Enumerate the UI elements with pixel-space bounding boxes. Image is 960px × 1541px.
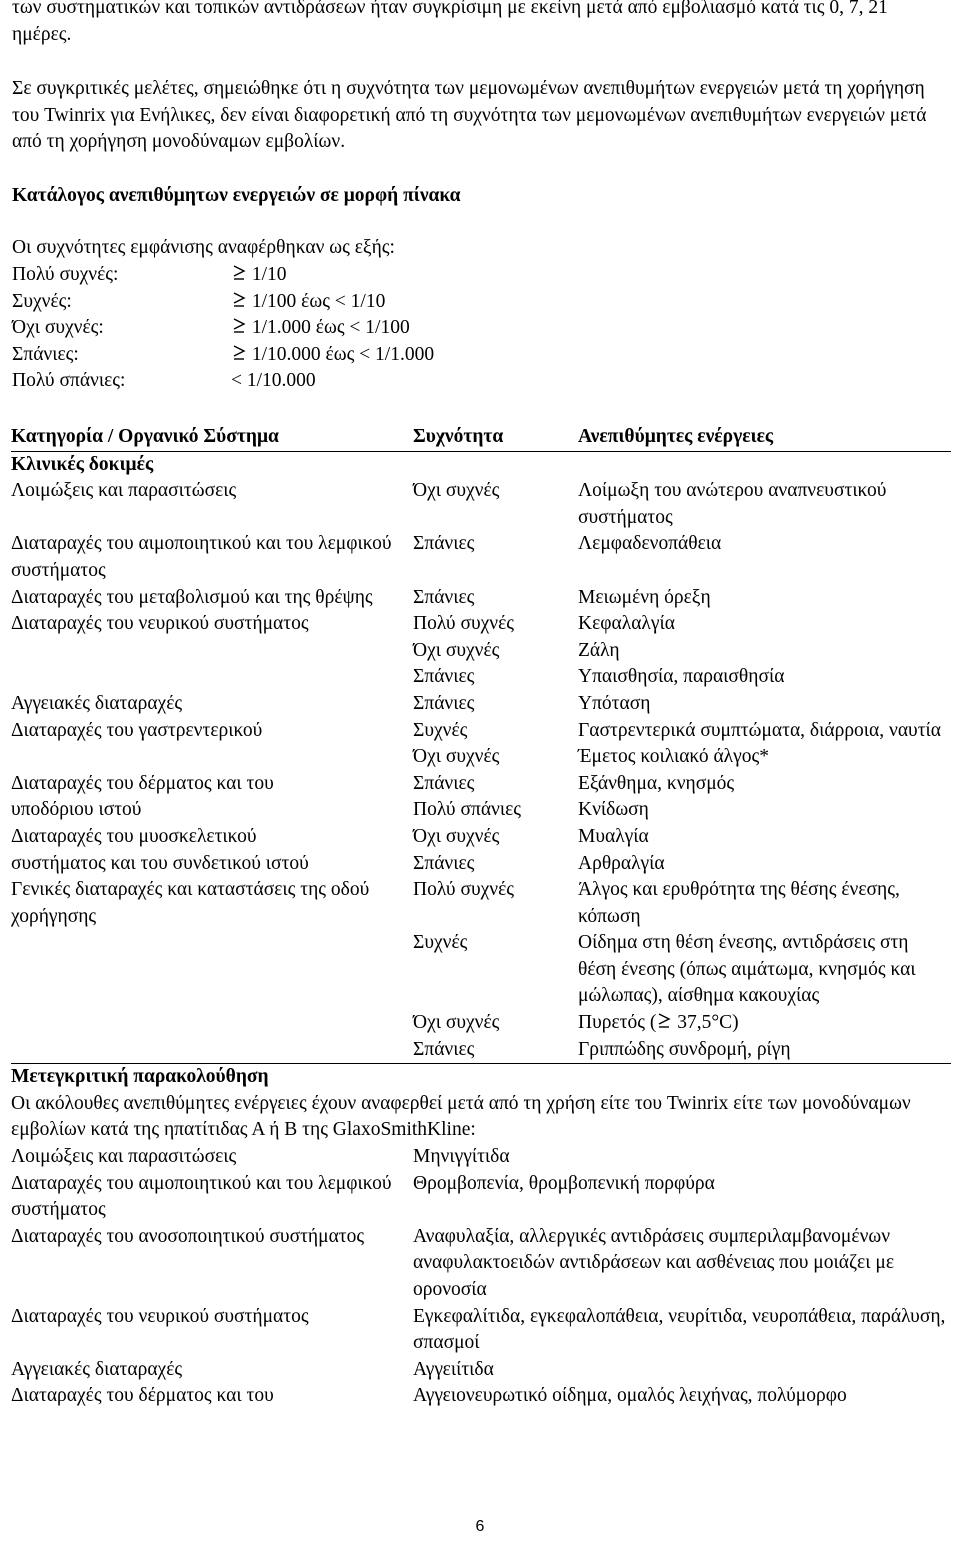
- frequency-item: [12, 289, 712, 316]
- frequency-value: 1/10.000 έως < 1/1.000: [251, 343, 435, 365]
- cell-adverse-effect: Αγγειίτιδα: [413, 1358, 494, 1380]
- cell-category: Διαταραχές του αιμοποιητικού και του λεμφικού συστήματος: [11, 533, 392, 581]
- table-row: [11, 585, 951, 612]
- adverse-reactions-table: [11, 424, 951, 1410]
- clinical-trials-heading: Κλινικές δοκιμές: [11, 453, 154, 475]
- cell-frequency: Σπάνιες: [413, 1038, 475, 1060]
- fever-text: Πυρετός (: [578, 1012, 657, 1034]
- cell-adverse-effect: Γαστρεντερικά συμπτώματα, διάρροια, ναυτία: [578, 719, 941, 741]
- cell-category: Λοιμώξεις και παρασιτώσεις: [11, 1146, 237, 1168]
- cell-frequency: Πολύ σπάνιες: [413, 799, 522, 821]
- cell-frequency: Σπάνιες: [413, 666, 475, 688]
- cell-category: Διαταραχές του μεταβολισμού και της θρέψης: [11, 586, 373, 608]
- cell-adverse-effect: Ζάλη: [578, 639, 620, 661]
- cell-category: Αγγειακές διαταραχές: [11, 1358, 183, 1380]
- table-row: [11, 1037, 951, 1064]
- postmarketing-intro: Οι ακόλουθες ανεπιθύμητες ενέργειες έχουν αναφερθεί μετά από τη χρήση είτε του Twinrix είτε των μονοδύναμων εμβολίων κατά της ηπατίτιδας Α ή Β της GlaxoSmithKline:: [11, 1092, 911, 1141]
- comparative-paragraph: Σε συγκριτικές μελέτες, σημειώθηκε ότι η συχνότητα των μεμονωμένων ανεπιθυμήτων ενεργειών μετά τη χορήγηση του Twinrix για Ενήλικες, δεν είναι διαφορετική από τη συχνότητα των μεμονωμένων ανεπιθυμήτων ενεργειών μετά από τη χορήγηση μονοδύναμων εμβολίων.: [12, 78, 927, 153]
- cell-frequency: Σπάνιες: [413, 692, 475, 714]
- cell-adverse-effect: Μειωμένη όρεξη: [578, 586, 711, 608]
- cell-adverse-effect: Κνίδωση: [578, 799, 649, 821]
- frequency-range: [231, 342, 434, 369]
- cell-category: υποδόριου ιστού: [11, 799, 142, 821]
- cell-adverse-effect: Υπόταση: [578, 692, 651, 714]
- postmarketing-row: [11, 1171, 951, 1224]
- cell-adverse-effect: Άλγος και ερυθρότητα της θέσης ένεσης, κόπωση: [578, 879, 900, 927]
- table-row: [11, 531, 951, 584]
- cell-category: Διαταραχές του δέρματος και του: [11, 772, 274, 794]
- table-row: [11, 638, 951, 665]
- intro-paragraph: των συστηματικών και τοπικών αντιδράσεων ήταν συγκρίσιμη με εκείνη μετά από εμβολιασμό κατά τις 0, 7, 21 ημέρες.: [12, 0, 888, 45]
- frequency-value: 1/100 έως < 1/10: [251, 290, 386, 312]
- cell-frequency: Σπάνιες: [413, 772, 475, 794]
- cell-frequency: Όχι συχνές: [413, 639, 500, 661]
- header-adverse-effects: Ανεπιθύμητες ενέργειες: [578, 424, 951, 451]
- cell-category: Διαταραχές του αιμοποιητικού και του λεμφικού συστήματος: [11, 1172, 392, 1221]
- cell-frequency: Πολύ συχνές: [413, 879, 515, 901]
- frequency-range: [231, 262, 287, 289]
- fever-threshold: 37,5°C): [672, 1012, 739, 1034]
- section-heading: Κατάλογος ανεπιθύμητων ενεργειών σε μορφή πίνακα: [12, 185, 461, 206]
- cell-category: [11, 744, 413, 771]
- table-row: [11, 611, 951, 638]
- table-row: [11, 930, 951, 1010]
- cell-category: Διαταραχές του δέρματος και του: [11, 1385, 274, 1407]
- cell-adverse-effect: Υπαισθησία, παραισθησία: [578, 666, 785, 688]
- frequency-label: Όχι συχνές:: [12, 317, 104, 339]
- cell-category: [11, 1010, 413, 1037]
- frequency-value: 1/10: [251, 264, 287, 285]
- frequency-range: [231, 315, 410, 342]
- cell-frequency: Όχι συχνές: [413, 825, 500, 847]
- cell-adverse-effect: Θρομβοπενία, θρομβοπενική πορφύρα: [413, 1172, 715, 1194]
- frequency-label: Πολύ σπάνιες:: [12, 370, 126, 392]
- cell-adverse-effect: Οίδημα στη θέση ένεσης, αντιδράσεις στη θέση ένεσης (όπως αιμάτωμα, κνησμός και μώλωπας), αίσθημα κακουχίας: [578, 932, 916, 1007]
- frequency-value: 1/1.000 έως < 1/100: [251, 317, 410, 339]
- postmarketing-row: [11, 1357, 951, 1384]
- postmarketing-heading: Μετεγκριτική παρακολούθηση: [11, 1066, 269, 1088]
- postmarketing-row: [11, 1144, 951, 1171]
- cell-category: [11, 664, 413, 691]
- header-frequency: Συχνότητα: [413, 424, 578, 451]
- table-row: [11, 1010, 951, 1037]
- frequency-item: [12, 368, 712, 395]
- page-number: 6: [475, 1518, 485, 1535]
- greater-equal-icon: [231, 291, 247, 309]
- frequency-label: Συχνές:: [12, 290, 72, 312]
- cell-frequency: Όχι συχνές: [413, 746, 500, 768]
- table-row: [11, 851, 951, 878]
- cell-category: Λοιμώξεις και παρασιτώσεις: [11, 480, 237, 502]
- cell-frequency: Όχι συχνές: [413, 1012, 500, 1034]
- cell-frequency: Πολύ συχνές: [413, 613, 515, 635]
- table-row: [11, 744, 951, 771]
- frequency-item: [12, 315, 712, 342]
- table-row: [11, 877, 951, 930]
- cell-adverse-effect: Κεφαλαλγία: [578, 613, 675, 635]
- table-row: [11, 824, 951, 851]
- table-row: [11, 691, 951, 718]
- table-row: [11, 478, 951, 531]
- postmarketing-heading-row: [11, 1064, 951, 1091]
- cell-category: [11, 1037, 413, 1064]
- frequency-value: < 1/10.000: [231, 370, 316, 392]
- greater-equal-icon: [656, 1012, 672, 1030]
- cell-frequency: Σπάνιες: [413, 533, 475, 555]
- header-category: Κατηγορία / Οργανικό Σύστημα: [11, 424, 413, 451]
- cell-category: [11, 930, 413, 1010]
- table-header-row: [11, 424, 951, 451]
- frequency-range: [231, 289, 385, 316]
- cell-category: Γενικές διαταραχές και καταστάσεις της οδού χορήγησης: [11, 879, 370, 927]
- frequency-label: Σπάνιες:: [12, 343, 79, 365]
- cell-category: Διαταραχές του γαστρεντερικού: [11, 719, 263, 741]
- cell-frequency: Σπάνιες: [413, 586, 475, 608]
- table-row: [11, 771, 951, 798]
- cell-adverse-effect: Έμετος κοιλιακό άλγος*: [578, 746, 769, 768]
- postmarketing-intro-row: [11, 1091, 951, 1144]
- greater-equal-icon: [231, 264, 247, 282]
- cell-category: Διαταραχές του νευρικού συστήματος: [11, 613, 309, 635]
- postmarketing-row: [11, 1224, 951, 1304]
- cell-adverse-effect: Αρθραλγία: [578, 852, 665, 874]
- cell-frequency: Σπάνιες: [413, 852, 475, 874]
- greater-equal-icon: [231, 317, 247, 335]
- cell-adverse-effect: Γριππώδης συνδρομή, ρίγη: [578, 1038, 791, 1060]
- table-row: [11, 664, 951, 691]
- cell-adverse-effect: Αναφυλαξία, αλλεργικές αντιδράσεις συμπεριλαμβανομένων αναφυλακτοειδών αντιδράσεων και ασθένειας που μοιάζει με ορονοσία: [413, 1225, 895, 1300]
- greater-equal-icon: [231, 344, 247, 362]
- cell-adverse-effect: Μυαλγία: [578, 825, 649, 847]
- frequency-intro: Οι συχνότητες εμφάνισης αναφέρθηκαν ως εξής:: [12, 237, 395, 258]
- clinical-trials-row: [11, 451, 951, 478]
- table-row: [11, 797, 951, 824]
- cell-adverse-effect: Εγκεφαλίτιδα, εγκεφαλοπάθεια, νευρίτιδα, νευροπάθεια, παράλυση, σπασμοί: [413, 1305, 946, 1354]
- table-row: [11, 718, 951, 745]
- postmarketing-row: [11, 1304, 951, 1357]
- cell-category: Διαταραχές του μυοσκελετικού: [11, 825, 257, 847]
- cell-adverse-effect: [578, 1010, 951, 1037]
- cell-adverse-effect: Λοίμωξη του ανώτερου αναπνευστικού συστήματος: [578, 480, 887, 528]
- cell-adverse-effect: Μηνιγγίτιδα: [413, 1146, 510, 1168]
- cell-category: Διαταραχές του νευρικού συστήματος: [11, 1305, 309, 1327]
- cell-adverse-effect: Αγγειονευρωτικό οίδημα, ομαλός λειχήνας, πολύμορφο: [413, 1385, 847, 1407]
- frequency-item: [12, 342, 712, 369]
- cell-adverse-effect: Λεμφαδενοπάθεια: [578, 533, 722, 555]
- postmarketing-row: [11, 1383, 951, 1410]
- cell-frequency: Όχι συχνές: [413, 480, 500, 502]
- frequency-list: [12, 262, 712, 395]
- frequency-range: [231, 368, 316, 395]
- cell-category: [11, 638, 413, 665]
- cell-adverse-effect: Εξάνθημα, κνησμός: [578, 772, 735, 794]
- cell-frequency: Συχνές: [413, 932, 468, 954]
- frequency-label: Πολύ συχνές:: [12, 264, 119, 285]
- cell-category: Διαταραχές του ανοσοποιητικού συστήματος: [11, 1225, 365, 1247]
- cell-category: συστήματος και του συνδετικού ιστού: [11, 852, 309, 874]
- cell-category: Αγγειακές διαταραχές: [11, 692, 183, 714]
- frequency-item: [12, 262, 712, 289]
- cell-frequency: Συχνές: [413, 719, 468, 741]
